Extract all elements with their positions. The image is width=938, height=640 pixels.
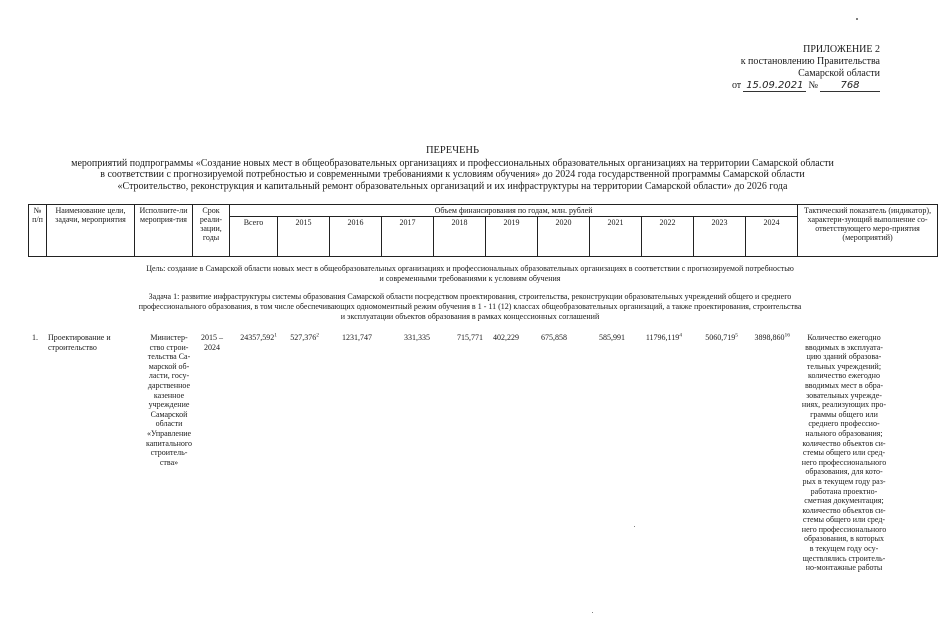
date-prefix: от <box>731 80 742 91</box>
heading-line-1: мероприятий подпрограммы «Создание новых мест в общеобразовательных организациях и профессиональных образовательных организациях на территории Самарской области <box>71 157 834 169</box>
header-year: 2021 <box>590 217 642 257</box>
handwritten-date: 15.09.2021 <box>743 81 806 92</box>
row-indicator-line: цию зданий образова- <box>806 352 882 362</box>
value-2018: 715,771 <box>457 333 483 342</box>
header-year: 2017 <box>382 217 434 257</box>
appendix-block <box>640 44 880 92</box>
goal-line-1: Цель: создание в Самарской области новых мест в общеобразовательных организациях и профессиональных образовательных организациях в соответствии с прогнозируемой потребностью <box>146 264 794 273</box>
row-executor-line: учреждение <box>148 400 190 410</box>
row-indicator-line: нального образования; <box>805 428 883 438</box>
row-indicator-line: зовательных учрежде- <box>806 390 882 400</box>
value-2015: 527,376$^2$ <box>290 332 319 342</box>
row-indicator <box>788 333 900 573</box>
goal-line-2: и современными требованиями к условиям обучения <box>379 274 561 283</box>
row-indicator-line: работана проектно- <box>810 486 878 496</box>
heading-title: ПЕРЕЧЕНЬ <box>425 145 480 156</box>
appendix-date-line <box>640 80 880 92</box>
row-indicator-line: граммы общего или <box>810 409 878 419</box>
row-executor-line: тельства Са- <box>147 352 191 362</box>
row-executor-line: дарственное <box>147 380 191 390</box>
row-indicator-line: сметная документация; <box>804 496 884 506</box>
task-line-1: Задача 1: развитие инфраструктуры системы образования Самарской области посредством проектирования, строительства, реконструкции образовательных учреждений общего и среднего <box>148 292 792 301</box>
row-executor-line: строитель- <box>150 448 188 458</box>
row-indicator-line: стемы общего или сред- <box>802 515 886 525</box>
goal-text <box>70 264 870 284</box>
row-name-line: Проектирование и <box>48 333 111 342</box>
row-executor-line: ласти, госу- <box>148 371 190 381</box>
value-2020: 675,858 <box>541 333 567 342</box>
task-text <box>70 292 870 322</box>
header-year: 2023 <box>694 217 746 257</box>
row-executor-line: капитального <box>146 438 192 448</box>
row-indicator-line: количество ежегодно <box>808 371 880 381</box>
row-number: 1. <box>32 333 38 342</box>
row-executor-line: казенное <box>153 390 185 400</box>
value-2023: 5060,719$^5$ <box>705 332 738 342</box>
value-total: 24357,592$^1$ <box>240 332 277 342</box>
row-executor-line: «Управление <box>146 428 192 438</box>
task-line-2: профессионального образования, в том числе обеспечивающих одномоментный режим обучения в 1 - 11 (12) классах общеобразовательных организаций, а также проектирования, строительства <box>138 302 802 311</box>
header-year: 2024 <box>746 217 798 257</box>
row-indicator-line: стемы общего или сред- <box>802 448 886 458</box>
row-executor-line: ство строи- <box>149 342 189 352</box>
header-term: Срок реали-зации, годы <box>193 205 230 257</box>
row-term <box>197 333 227 352</box>
heading-line-2: в соответствии с прогнозируемой потребностью и современными требованиями к условиям обучения» до 2024 года государственной программы Самарской области <box>100 169 805 180</box>
row-indicator-line: ществлялись строитель- <box>802 553 886 563</box>
header-year: 2015 <box>278 217 330 257</box>
handwritten-number: 768 <box>820 81 880 92</box>
row-indicator-line: тельных учреждений; <box>806 361 882 371</box>
scan-speck <box>856 18 858 20</box>
scan-speck <box>592 612 593 613</box>
value-2017: 331,335 <box>404 333 430 342</box>
row-indicator-line: количество объектов си- <box>802 438 886 448</box>
header-no: № п/п <box>29 205 47 257</box>
row-indicator-line: в текущем году осу- <box>809 544 879 554</box>
row-executor-line: марской об- <box>148 361 190 371</box>
row-executor-line: области <box>155 419 183 429</box>
row-indicator-line: ниях, реализующих про- <box>801 400 887 410</box>
row-indicator-line: среднего профессио- <box>808 419 880 429</box>
document-heading <box>20 145 885 192</box>
appendix-line-2: к постановлению Правительства <box>740 56 880 67</box>
header-indicator: Тактический показатель (индикатор), характери-зующий выполнение со-ответствующего меро-приятия (мероприятий) <box>798 205 938 257</box>
header-name: Наименование цели, задачи, мероприятия <box>47 205 135 257</box>
header-year: 2022 <box>642 217 694 257</box>
number-prefix: № <box>808 80 818 91</box>
value-2021: 585,991 <box>599 333 625 342</box>
header-funding: Объем финансирования по годам, млн. рублей <box>230 205 798 217</box>
header-total: Всего <box>230 217 278 257</box>
row-indicator-line: рых в текущем году раз- <box>802 476 886 486</box>
header-year: 2020 <box>538 217 590 257</box>
header-year: 2019 <box>486 217 538 257</box>
scan-speck <box>634 526 635 527</box>
value-2022: 11796,119$^4$ <box>645 332 682 342</box>
row-indicator-line: образования, в которых <box>803 534 885 544</box>
row-indicator-line: количество объектов си- <box>802 505 886 515</box>
row-executor-line: Самарской <box>150 409 188 419</box>
appendix-line-3: Самарской области <box>798 68 880 79</box>
value-2019: 402,229 <box>493 333 519 342</box>
row-indicator-line: Количество ежегодно <box>807 333 881 342</box>
heading-line-3: «Строительство, реконструкция и капитальный ремонт образовательных организаций и их инфраструктуры на территории Самарской области» до 2026 года <box>117 180 788 192</box>
row-executor-line: Министер- <box>150 333 188 342</box>
value-2024: 3898,860$^{16}$ <box>754 332 790 342</box>
header-executor: Исполните-ли мероприя-тия <box>135 205 193 257</box>
row-indicator-line: но-монтажные работы <box>805 563 883 573</box>
header-year: 2018 <box>434 217 486 257</box>
row-indicator-line: вводимых в эксплуата- <box>805 342 883 352</box>
task-line-3: и эксплуатации объектов образования в рамках концессионных соглашений <box>340 312 600 321</box>
row-name-line: строительство <box>48 342 97 352</box>
row-indicator-line: него профессионального <box>801 524 887 534</box>
row-name <box>48 333 136 352</box>
row-term-line: 2015 – <box>201 333 223 342</box>
row-indicator-line: него профессионального <box>801 457 887 467</box>
value-2016: 1231,747 <box>342 333 372 342</box>
row-indicator-line: образования, для кото- <box>805 467 883 477</box>
header-year: 2016 <box>330 217 382 257</box>
row-executor <box>138 333 200 467</box>
appendix-title: ПРИЛОЖЕНИЕ 2 <box>803 44 880 55</box>
row-term-line: 2024 <box>204 342 220 352</box>
row-executor-line: ства» <box>159 457 179 467</box>
table-header <box>28 204 938 257</box>
row-indicator-line: вводимых мест в обра- <box>805 380 883 390</box>
